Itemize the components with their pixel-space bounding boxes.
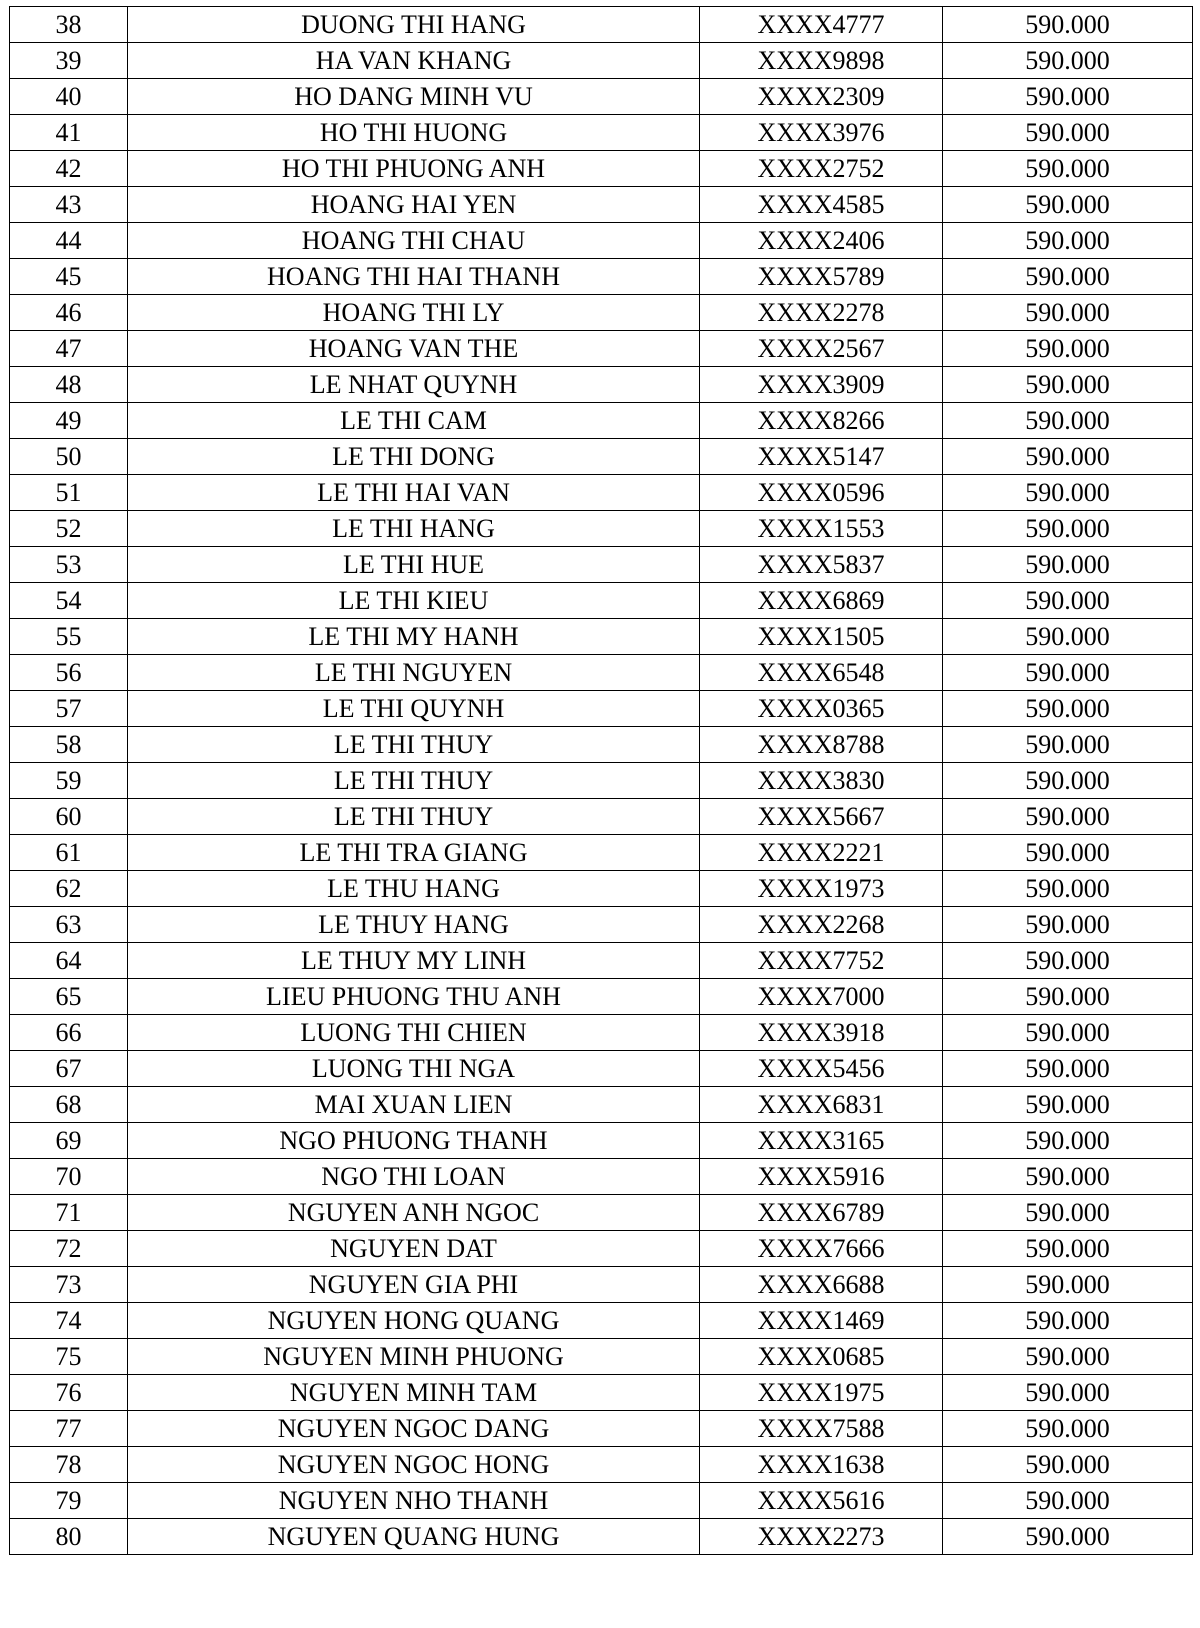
row-number-cell: 77 xyxy=(10,1411,128,1447)
table-row xyxy=(10,511,1193,547)
table-row xyxy=(10,1411,1193,1447)
row-number-cell: 62 xyxy=(10,871,128,907)
account-number-cell: XXXX7666 xyxy=(700,1231,943,1267)
name-cell: NGO PHUONG THANH xyxy=(128,1123,700,1159)
row-number-cell: 54 xyxy=(10,583,128,619)
table-row xyxy=(10,1339,1193,1375)
name-cell: LE THI TRA GIANG xyxy=(128,835,700,871)
name-cell: NGUYEN MINH PHUONG xyxy=(128,1339,700,1375)
account-number-cell: XXXX7000 xyxy=(700,979,943,1015)
table-row xyxy=(10,907,1193,943)
amount-cell: 590.000 xyxy=(943,907,1193,943)
amount-cell: 590.000 xyxy=(943,799,1193,835)
account-number-cell: XXXX3918 xyxy=(700,1015,943,1051)
row-number-cell: 73 xyxy=(10,1267,128,1303)
row-number-cell: 79 xyxy=(10,1483,128,1519)
account-number-cell: XXXX7588 xyxy=(700,1411,943,1447)
name-cell: NGUYEN DAT xyxy=(128,1231,700,1267)
name-cell: HOANG THI HAI THANH xyxy=(128,259,700,295)
amount-cell: 590.000 xyxy=(943,979,1193,1015)
name-cell: HA VAN KHANG xyxy=(128,43,700,79)
table-row xyxy=(10,79,1193,115)
row-number-cell: 43 xyxy=(10,187,128,223)
name-cell: LE THUY MY LINH xyxy=(128,943,700,979)
table-row xyxy=(10,403,1193,439)
account-number-cell: XXXX0365 xyxy=(700,691,943,727)
account-number-cell: XXXX2273 xyxy=(700,1519,943,1555)
row-number-cell: 53 xyxy=(10,547,128,583)
recipient-table xyxy=(9,6,1193,1555)
account-number-cell: XXXX3909 xyxy=(700,367,943,403)
amount-cell: 590.000 xyxy=(943,187,1193,223)
row-number-cell: 70 xyxy=(10,1159,128,1195)
amount-cell: 590.000 xyxy=(943,871,1193,907)
row-number-cell: 51 xyxy=(10,475,128,511)
row-number-cell: 64 xyxy=(10,943,128,979)
table-row xyxy=(10,1483,1193,1519)
account-number-cell: XXXX6548 xyxy=(700,655,943,691)
amount-cell: 590.000 xyxy=(943,1411,1193,1447)
table-row xyxy=(10,547,1193,583)
amount-cell: 590.000 xyxy=(943,1231,1193,1267)
amount-cell: 590.000 xyxy=(943,403,1193,439)
account-number-cell: XXXX0596 xyxy=(700,475,943,511)
account-number-cell: XXXX5667 xyxy=(700,799,943,835)
row-number-cell: 57 xyxy=(10,691,128,727)
table-row xyxy=(10,1015,1193,1051)
amount-cell: 590.000 xyxy=(943,1375,1193,1411)
table-row xyxy=(10,763,1193,799)
name-cell: MAI XUAN LIEN xyxy=(128,1087,700,1123)
name-cell: LE THI THUY xyxy=(128,763,700,799)
name-cell: NGUYEN NGOC HONG xyxy=(128,1447,700,1483)
table-row xyxy=(10,1267,1193,1303)
amount-cell: 590.000 xyxy=(943,1051,1193,1087)
amount-cell: 590.000 xyxy=(943,1123,1193,1159)
account-number-cell: XXXX8788 xyxy=(700,727,943,763)
row-number-cell: 61 xyxy=(10,835,128,871)
table-row xyxy=(10,367,1193,403)
account-number-cell: XXXX1973 xyxy=(700,871,943,907)
amount-cell: 590.000 xyxy=(943,1303,1193,1339)
account-number-cell: XXXX5916 xyxy=(700,1159,943,1195)
table-row xyxy=(10,1123,1193,1159)
row-number-cell: 60 xyxy=(10,799,128,835)
name-cell: NGUYEN NGOC DANG xyxy=(128,1411,700,1447)
name-cell: HO DANG MINH VU xyxy=(128,79,700,115)
row-number-cell: 67 xyxy=(10,1051,128,1087)
amount-cell: 590.000 xyxy=(943,511,1193,547)
row-number-cell: 58 xyxy=(10,727,128,763)
name-cell: HO THI PHUONG ANH xyxy=(128,151,700,187)
amount-cell: 590.000 xyxy=(943,115,1193,151)
row-number-cell: 39 xyxy=(10,43,128,79)
amount-cell: 590.000 xyxy=(943,367,1193,403)
table-row xyxy=(10,331,1193,367)
name-cell: NGO THI LOAN xyxy=(128,1159,700,1195)
row-number-cell: 71 xyxy=(10,1195,128,1231)
account-number-cell: XXXX5456 xyxy=(700,1051,943,1087)
amount-cell: 590.000 xyxy=(943,547,1193,583)
row-number-cell: 72 xyxy=(10,1231,128,1267)
table-row xyxy=(10,583,1193,619)
row-number-cell: 74 xyxy=(10,1303,128,1339)
row-number-cell: 42 xyxy=(10,151,128,187)
amount-cell: 590.000 xyxy=(943,619,1193,655)
recipient-table-body xyxy=(10,7,1193,1555)
row-number-cell: 47 xyxy=(10,331,128,367)
row-number-cell: 48 xyxy=(10,367,128,403)
table-row xyxy=(10,259,1193,295)
table-row xyxy=(10,979,1193,1015)
table-row xyxy=(10,1159,1193,1195)
name-cell: LE NHAT QUYNH xyxy=(128,367,700,403)
name-cell: LE THI HANG xyxy=(128,511,700,547)
amount-cell: 590.000 xyxy=(943,1015,1193,1051)
table-row xyxy=(10,943,1193,979)
amount-cell: 590.000 xyxy=(943,943,1193,979)
table-row xyxy=(10,43,1193,79)
name-cell: LE THI KIEU xyxy=(128,583,700,619)
name-cell: NGUYEN ANH NGOC xyxy=(128,1195,700,1231)
account-number-cell: XXXX2309 xyxy=(700,79,943,115)
row-number-cell: 55 xyxy=(10,619,128,655)
table-row xyxy=(10,1375,1193,1411)
row-number-cell: 76 xyxy=(10,1375,128,1411)
table-row xyxy=(10,1447,1193,1483)
name-cell: DUONG THI HANG xyxy=(128,7,700,43)
row-number-cell: 63 xyxy=(10,907,128,943)
account-number-cell: XXXX0685 xyxy=(700,1339,943,1375)
table-row xyxy=(10,151,1193,187)
name-cell: LE THI THUY xyxy=(128,799,700,835)
account-number-cell: XXXX7752 xyxy=(700,943,943,979)
name-cell: LUONG THI NGA xyxy=(128,1051,700,1087)
amount-cell: 590.000 xyxy=(943,79,1193,115)
table-row xyxy=(10,691,1193,727)
row-number-cell: 45 xyxy=(10,259,128,295)
table-row xyxy=(10,1087,1193,1123)
table-row xyxy=(10,727,1193,763)
account-number-cell: XXXX2406 xyxy=(700,223,943,259)
table-row xyxy=(10,295,1193,331)
table-row xyxy=(10,115,1193,151)
account-number-cell: XXXX5837 xyxy=(700,547,943,583)
row-number-cell: 65 xyxy=(10,979,128,1015)
amount-cell: 590.000 xyxy=(943,43,1193,79)
account-number-cell: XXXX2268 xyxy=(700,907,943,943)
row-number-cell: 49 xyxy=(10,403,128,439)
amount-cell: 590.000 xyxy=(943,727,1193,763)
amount-cell: 590.000 xyxy=(943,583,1193,619)
amount-cell: 590.000 xyxy=(943,151,1193,187)
row-number-cell: 46 xyxy=(10,295,128,331)
name-cell: HOANG THI LY xyxy=(128,295,700,331)
row-number-cell: 69 xyxy=(10,1123,128,1159)
name-cell: LE THI DONG xyxy=(128,439,700,475)
name-cell: NGUYEN MINH TAM xyxy=(128,1375,700,1411)
name-cell: LE THI NGUYEN xyxy=(128,655,700,691)
table-row xyxy=(10,7,1193,43)
name-cell: LE THI HAI VAN xyxy=(128,475,700,511)
row-number-cell: 56 xyxy=(10,655,128,691)
name-cell: LE THI THUY xyxy=(128,727,700,763)
row-number-cell: 50 xyxy=(10,439,128,475)
name-cell: NGUYEN HONG QUANG xyxy=(128,1303,700,1339)
amount-cell: 590.000 xyxy=(943,439,1193,475)
amount-cell: 590.000 xyxy=(943,1483,1193,1519)
name-cell: LIEU PHUONG THU ANH xyxy=(128,979,700,1015)
name-cell: LE THUY HANG xyxy=(128,907,700,943)
row-number-cell: 44 xyxy=(10,223,128,259)
account-number-cell: XXXX2221 xyxy=(700,835,943,871)
name-cell: LUONG THI CHIEN xyxy=(128,1015,700,1051)
account-number-cell: XXXX2278 xyxy=(700,295,943,331)
name-cell: HOANG THI CHAU xyxy=(128,223,700,259)
row-number-cell: 59 xyxy=(10,763,128,799)
account-number-cell: XXXX3976 xyxy=(700,115,943,151)
amount-cell: 590.000 xyxy=(943,1159,1193,1195)
account-number-cell: XXXX1553 xyxy=(700,511,943,547)
account-number-cell: XXXX6831 xyxy=(700,1087,943,1123)
amount-cell: 590.000 xyxy=(943,835,1193,871)
amount-cell: 590.000 xyxy=(943,223,1193,259)
name-cell: LE THI CAM xyxy=(128,403,700,439)
row-number-cell: 80 xyxy=(10,1519,128,1555)
row-number-cell: 38 xyxy=(10,7,128,43)
table-row xyxy=(10,223,1193,259)
table-row xyxy=(10,835,1193,871)
table-row xyxy=(10,799,1193,835)
name-cell: LE THI HUE xyxy=(128,547,700,583)
table-row xyxy=(10,1195,1193,1231)
name-cell: LE THI QUYNH xyxy=(128,691,700,727)
amount-cell: 590.000 xyxy=(943,691,1193,727)
account-number-cell: XXXX2752 xyxy=(700,151,943,187)
table-row xyxy=(10,655,1193,691)
table-row xyxy=(10,1519,1193,1555)
name-cell: LE THU HANG xyxy=(128,871,700,907)
account-number-cell: XXXX1469 xyxy=(700,1303,943,1339)
table-row xyxy=(10,475,1193,511)
account-number-cell: XXXX6688 xyxy=(700,1267,943,1303)
amount-cell: 590.000 xyxy=(943,1339,1193,1375)
table-row xyxy=(10,871,1193,907)
account-number-cell: XXXX2567 xyxy=(700,331,943,367)
amount-cell: 590.000 xyxy=(943,763,1193,799)
name-cell: LE THI MY HANH xyxy=(128,619,700,655)
row-number-cell: 41 xyxy=(10,115,128,151)
account-number-cell: XXXX1638 xyxy=(700,1447,943,1483)
table-row xyxy=(10,1051,1193,1087)
row-number-cell: 66 xyxy=(10,1015,128,1051)
account-number-cell: XXXX3830 xyxy=(700,763,943,799)
account-number-cell: XXXX6789 xyxy=(700,1195,943,1231)
name-cell: NGUYEN QUANG HUNG xyxy=(128,1519,700,1555)
row-number-cell: 40 xyxy=(10,79,128,115)
account-number-cell: XXXX5616 xyxy=(700,1483,943,1519)
account-number-cell: XXXX3165 xyxy=(700,1123,943,1159)
account-number-cell: XXXX6869 xyxy=(700,583,943,619)
amount-cell: 590.000 xyxy=(943,1087,1193,1123)
name-cell: HOANG HAI YEN xyxy=(128,187,700,223)
amount-cell: 590.000 xyxy=(943,259,1193,295)
amount-cell: 590.000 xyxy=(943,1447,1193,1483)
account-number-cell: XXXX1505 xyxy=(700,619,943,655)
name-cell: HO THI HUONG xyxy=(128,115,700,151)
row-number-cell: 68 xyxy=(10,1087,128,1123)
amount-cell: 590.000 xyxy=(943,1519,1193,1555)
amount-cell: 590.000 xyxy=(943,1195,1193,1231)
table-row xyxy=(10,439,1193,475)
account-number-cell: XXXX1975 xyxy=(700,1375,943,1411)
account-number-cell: XXXX4585 xyxy=(700,187,943,223)
name-cell: NGUYEN GIA PHI xyxy=(128,1267,700,1303)
document-page xyxy=(9,6,1192,1555)
table-row xyxy=(10,187,1193,223)
row-number-cell: 52 xyxy=(10,511,128,547)
amount-cell: 590.000 xyxy=(943,295,1193,331)
table-row xyxy=(10,619,1193,655)
amount-cell: 590.000 xyxy=(943,655,1193,691)
account-number-cell: XXXX8266 xyxy=(700,403,943,439)
row-number-cell: 78 xyxy=(10,1447,128,1483)
name-cell: HOANG VAN THE xyxy=(128,331,700,367)
name-cell: NGUYEN NHO THANH xyxy=(128,1483,700,1519)
amount-cell: 590.000 xyxy=(943,1267,1193,1303)
table-row xyxy=(10,1303,1193,1339)
amount-cell: 590.000 xyxy=(943,7,1193,43)
account-number-cell: XXXX5789 xyxy=(700,259,943,295)
row-number-cell: 75 xyxy=(10,1339,128,1375)
table-row xyxy=(10,1231,1193,1267)
amount-cell: 590.000 xyxy=(943,331,1193,367)
account-number-cell: XXXX5147 xyxy=(700,439,943,475)
account-number-cell: XXXX9898 xyxy=(700,43,943,79)
account-number-cell: XXXX4777 xyxy=(700,7,943,43)
amount-cell: 590.000 xyxy=(943,475,1193,511)
